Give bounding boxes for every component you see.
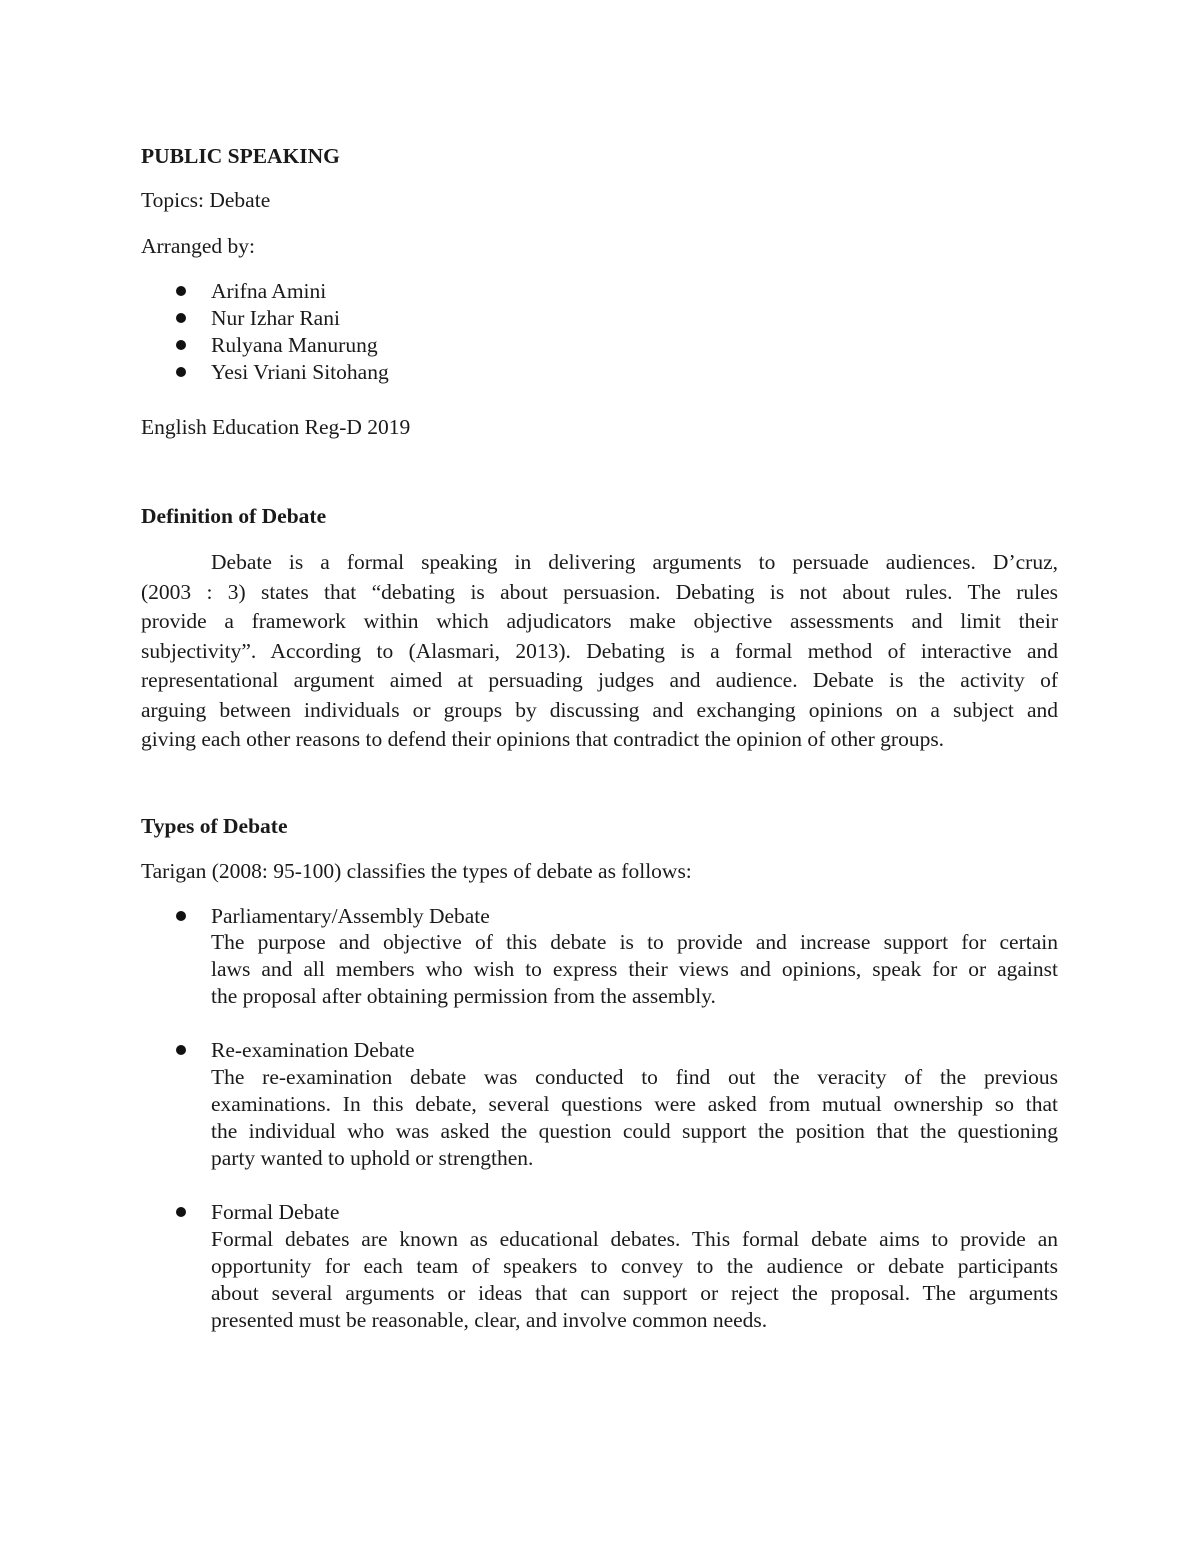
topics-line: Topics: Debate bbox=[141, 188, 271, 212]
description-line: presented must be reasonable, clear, and involve common needs. bbox=[211, 1308, 768, 1332]
debate-type-description bbox=[211, 1064, 1058, 1172]
description-line: The purpose and objective of this debate is to provide and increase support for certain bbox=[211, 930, 1058, 954]
paragraph-line: giving each other reasons to defend their opinions that contradict the opinion of other groups. bbox=[141, 727, 945, 751]
definition-heading: Definition of Debate bbox=[141, 504, 327, 528]
bullet-icon bbox=[176, 1045, 186, 1055]
description-line: party wanted to uphold or strengthen. bbox=[211, 1146, 534, 1170]
description-line: laws and all members who wish to express their views and opinions, speak for or against bbox=[211, 957, 1058, 981]
author-item: Rulyana Manurung bbox=[211, 333, 378, 357]
bullet-icon bbox=[176, 367, 186, 377]
debate-type-description bbox=[211, 1226, 1058, 1334]
paragraph-line: arguing between individuals or groups by discussing and exchanging opinions on a subject and bbox=[141, 697, 1058, 722]
description-line: examinations. In this debate, several questions were asked from mutual ownership so that bbox=[211, 1092, 1058, 1116]
paragraph-line: provide a framework within which adjudicators make objective assessments and limit their bbox=[141, 609, 1058, 633]
types-intro: Tarigan (2008: 95-100) classifies the types of debate as follows: bbox=[141, 859, 692, 883]
paragraph-line: subjectivity”. According to (Alasmari, 2013). Debating is a formal method of interactive and bbox=[141, 638, 1058, 663]
bullet-icon bbox=[176, 1207, 186, 1217]
debate-type-title: Parliamentary/Assembly Debate bbox=[211, 904, 490, 928]
description-line: Formal debates are known as educational debates. This formal debate aims to provide an bbox=[211, 1227, 1058, 1251]
bullet-icon bbox=[176, 911, 186, 921]
debate-type-title: Formal Debate bbox=[211, 1200, 340, 1224]
author-item: Arifna Amini bbox=[211, 279, 327, 303]
class-line: English Education Reg-D 2019 bbox=[141, 415, 411, 439]
bullet-icon bbox=[176, 286, 186, 296]
definition-paragraph bbox=[141, 548, 1058, 755]
author-item: Nur Izhar Rani bbox=[211, 306, 340, 330]
paragraph-line: representational argument aimed at persuading judges and audience. Debate is the activity of bbox=[141, 668, 1058, 692]
document-title: PUBLIC SPEAKING bbox=[141, 144, 340, 168]
debate-type-description bbox=[211, 929, 1058, 1010]
paragraph-line: (2003 : 3) states that “debating is about persuasion. Debating is not about rules. The rules bbox=[141, 579, 1058, 604]
description-line: the proposal after obtaining permission from the assembly. bbox=[211, 984, 716, 1008]
paragraph-line: Debate is a formal speaking in delivering arguments to persuade audiences. D’cruz, bbox=[211, 550, 1058, 574]
bullet-icon bbox=[176, 340, 186, 350]
description-line: The re-examination debate was conducted to find out the veracity of the previous bbox=[211, 1065, 1058, 1089]
types-heading: Types of Debate bbox=[141, 814, 288, 838]
author-item: Yesi Vriani Sitohang bbox=[211, 360, 389, 384]
debate-type-title: Re-examination Debate bbox=[211, 1038, 415, 1062]
bullet-icon bbox=[176, 313, 186, 323]
description-line: opportunity for each team of speakers to convey to the audience or debate participants bbox=[211, 1254, 1058, 1278]
description-line: about several arguments or ideas that can support or reject the proposal. The arguments bbox=[211, 1281, 1058, 1305]
arranged-by-label: Arranged by: bbox=[141, 234, 256, 258]
description-line: the individual who was asked the question could support the position that the questioning bbox=[211, 1119, 1058, 1143]
